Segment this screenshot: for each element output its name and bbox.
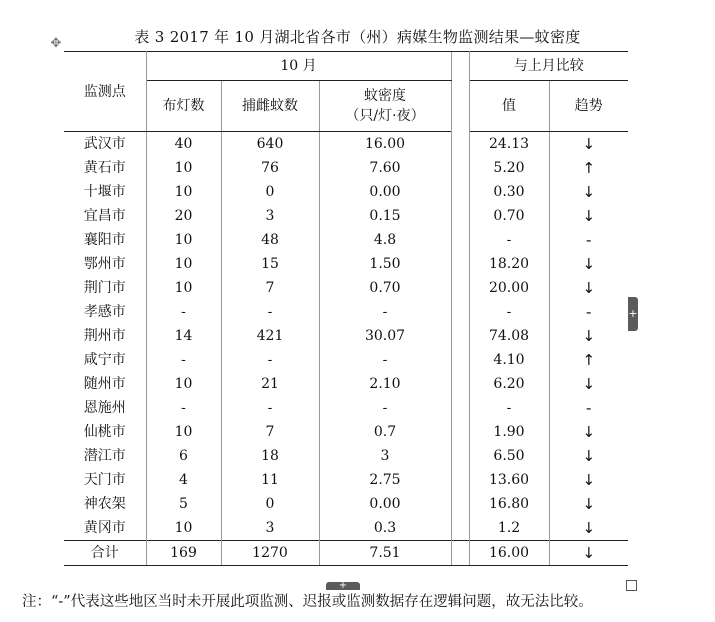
- header-gap: [451, 52, 469, 132]
- row-catch: 11: [221, 468, 319, 492]
- row-density: 3: [380, 448, 390, 464]
- row-gap: [451, 516, 469, 541]
- row-catch: 15: [221, 252, 319, 276]
- row-value: 24.13: [469, 132, 549, 157]
- row-trend: ↓: [582, 519, 596, 537]
- row-lamps: 10: [146, 228, 221, 252]
- row-site: 神农架: [64, 492, 146, 516]
- table-row: [64, 132, 628, 157]
- row-density: 0.7: [373, 424, 397, 440]
- row-density: 16.00: [364, 136, 406, 152]
- row-catch: 0: [221, 180, 319, 204]
- row-gap: [451, 156, 469, 180]
- row-catch: 3: [221, 204, 319, 228]
- row-lamps: 10: [146, 156, 221, 180]
- row-lamps: 10: [146, 180, 221, 204]
- row-lamps: 40: [146, 132, 221, 157]
- table-row: [64, 444, 628, 468]
- row-lamps: -: [146, 396, 221, 420]
- row-gap: [451, 468, 469, 492]
- header-density-label: 蚊密度: [364, 88, 406, 104]
- table-row: [64, 396, 628, 420]
- table-row: [64, 276, 628, 300]
- row-value: 1.90: [469, 420, 549, 444]
- mosquito-density-table: [64, 51, 628, 566]
- table-row: [64, 492, 628, 516]
- row-lamps: -: [146, 300, 221, 324]
- row-trend: ↓: [582, 255, 596, 273]
- row-value: 6.20: [469, 372, 549, 396]
- row-catch: 0: [221, 492, 319, 516]
- total-density: 7.51: [319, 541, 451, 566]
- row-lamps: 14: [146, 324, 221, 348]
- table-row: [64, 324, 628, 348]
- row-gap: [451, 180, 469, 204]
- row-site: 潜江市: [64, 444, 146, 468]
- row-site: 鄂州市: [64, 252, 146, 276]
- table-caption: 表 3 2017 年 10 月湖北省各市（州）病媒生物监测结果—蚊密度: [134, 28, 581, 46]
- row-gap: [451, 228, 469, 252]
- row-lamps: 10: [146, 276, 221, 300]
- row-gap: [451, 276, 469, 300]
- row-catch: 48: [221, 228, 319, 252]
- add-column-button[interactable]: [628, 297, 638, 331]
- row-site: 恩施州: [64, 396, 146, 420]
- total-row: [64, 541, 628, 566]
- table-row: [64, 180, 628, 204]
- row-gap: [451, 372, 469, 396]
- row-trend: ↓: [582, 375, 596, 393]
- table-row: [64, 348, 628, 372]
- row-gap: [451, 420, 469, 444]
- row-trend: -: [586, 231, 592, 249]
- table-row: [64, 420, 628, 444]
- row-density: 30.07: [364, 328, 406, 344]
- row-trend: ↓: [582, 135, 596, 153]
- row-trend: ↓: [582, 327, 596, 345]
- row-density: 0.00: [369, 496, 401, 512]
- row-density: -: [382, 304, 388, 320]
- row-site: 咸宁市: [64, 348, 146, 372]
- header-site: 监测点: [64, 52, 146, 132]
- row-gap: [451, 300, 469, 324]
- row-trend: ↓: [582, 279, 596, 297]
- row-site: 仙桃市: [64, 420, 146, 444]
- row-density: 2.75: [369, 472, 401, 488]
- row-catch: 76: [221, 156, 319, 180]
- row-value: 0.70: [469, 204, 549, 228]
- row-site: 襄阳市: [64, 228, 146, 252]
- row-catch: 7: [221, 420, 319, 444]
- row-value: 74.08: [469, 324, 549, 348]
- row-density: -: [382, 352, 388, 368]
- row-value: 18.20: [469, 252, 549, 276]
- add-row-button[interactable]: [326, 582, 360, 590]
- row-density: 1.50: [369, 256, 401, 272]
- row-value: 20.00: [469, 276, 549, 300]
- header-month: 10 月: [146, 52, 451, 81]
- header-density: [319, 81, 451, 132]
- table-row: [64, 156, 628, 180]
- table-row: [64, 204, 628, 228]
- row-catch: 7: [221, 276, 319, 300]
- row-trend: ↓: [582, 207, 596, 225]
- row-trend: -: [586, 399, 592, 417]
- row-gap: [451, 396, 469, 420]
- row-site: 孝感市: [64, 300, 146, 324]
- table-row: [64, 300, 628, 324]
- total-label: 合计: [64, 541, 146, 566]
- row-trend: ↓: [582, 447, 596, 465]
- row-trend: ↓: [582, 183, 596, 201]
- row-trend: ↓: [582, 495, 596, 513]
- total-value: 16.00: [469, 541, 549, 566]
- row-catch: 21: [221, 372, 319, 396]
- row-density: -: [382, 400, 388, 416]
- row-site: 十堰市: [64, 180, 146, 204]
- row-gap: [451, 492, 469, 516]
- header-lamps: 布灯数: [146, 81, 221, 132]
- row-catch: 18: [221, 444, 319, 468]
- table-row: [64, 468, 628, 492]
- row-catch: -: [221, 396, 319, 420]
- row-density: 4.8: [373, 232, 397, 248]
- total-gap: [451, 541, 469, 566]
- row-lamps: -: [146, 348, 221, 372]
- row-gap: [451, 252, 469, 276]
- row-trend: ↑: [582, 351, 596, 369]
- row-value: 4.10: [469, 348, 549, 372]
- table-row: [64, 252, 628, 276]
- row-value: 0.30: [469, 180, 549, 204]
- row-value: -: [469, 396, 549, 420]
- row-density: 0.00: [369, 184, 401, 200]
- row-site: 武汉市: [64, 132, 146, 157]
- header-compare: 与上月比较: [469, 52, 628, 81]
- plus-icon: +: [628, 307, 638, 320]
- row-site: 黄石市: [64, 156, 146, 180]
- plus-icon: +: [338, 580, 348, 591]
- row-density: 7.60: [369, 160, 401, 176]
- row-lamps: 10: [146, 516, 221, 541]
- header-value: 值: [469, 81, 549, 132]
- table-row: [64, 516, 628, 541]
- row-density: 0.3: [373, 520, 397, 536]
- header-trend: 趋势: [549, 81, 628, 132]
- row-gap: [451, 324, 469, 348]
- row-catch: -: [221, 300, 319, 324]
- move-arrows-icon[interactable]: ✥: [50, 36, 62, 51]
- row-density: 0.70: [369, 280, 401, 296]
- row-density: 2.10: [369, 376, 401, 392]
- row-catch: 640: [221, 132, 319, 157]
- row-site: 黄冈市: [64, 516, 146, 541]
- row-trend: -: [586, 303, 592, 321]
- row-gap: [451, 132, 469, 157]
- row-density: 0.15: [369, 208, 401, 224]
- row-value: 6.50: [469, 444, 549, 468]
- row-value: 13.60: [469, 468, 549, 492]
- row-value: 16.80: [469, 492, 549, 516]
- row-value: 5.20: [469, 156, 549, 180]
- row-lamps: 5: [146, 492, 221, 516]
- row-gap: [451, 348, 469, 372]
- total-trend: ↓: [549, 541, 628, 566]
- total-lamps: 169: [146, 541, 221, 566]
- row-site: 宜昌市: [64, 204, 146, 228]
- total-catch: 1270: [221, 541, 319, 566]
- row-catch: 421: [221, 324, 319, 348]
- row-trend: ↓: [582, 423, 596, 441]
- header-density-unit: （只/灯·夜）: [345, 108, 425, 124]
- row-value: 1.2: [469, 516, 549, 541]
- table-row: [64, 228, 628, 252]
- row-site: 荆州市: [64, 324, 146, 348]
- row-catch: 3: [221, 516, 319, 541]
- row-lamps: 20: [146, 204, 221, 228]
- table-footnote: 注：“-”代表这些地区当时未开展此项监测、迟报或监测数据存在逻辑问题，故无法比较。: [22, 594, 593, 610]
- row-site: 荆门市: [64, 276, 146, 300]
- row-gap: [451, 204, 469, 228]
- header-catch: 捕雌蚊数: [221, 81, 319, 132]
- row-lamps: 10: [146, 252, 221, 276]
- row-gap: [451, 444, 469, 468]
- row-trend: ↑: [582, 159, 596, 177]
- row-site: 随州市: [64, 372, 146, 396]
- row-lamps: 10: [146, 372, 221, 396]
- row-lamps: 6: [146, 444, 221, 468]
- table-row: [64, 372, 628, 396]
- row-lamps: 10: [146, 420, 221, 444]
- row-lamps: 4: [146, 468, 221, 492]
- row-catch: -: [221, 348, 319, 372]
- row-value: -: [469, 300, 549, 324]
- row-site: 天门市: [64, 468, 146, 492]
- row-trend: ↓: [582, 471, 596, 489]
- row-value: -: [469, 228, 549, 252]
